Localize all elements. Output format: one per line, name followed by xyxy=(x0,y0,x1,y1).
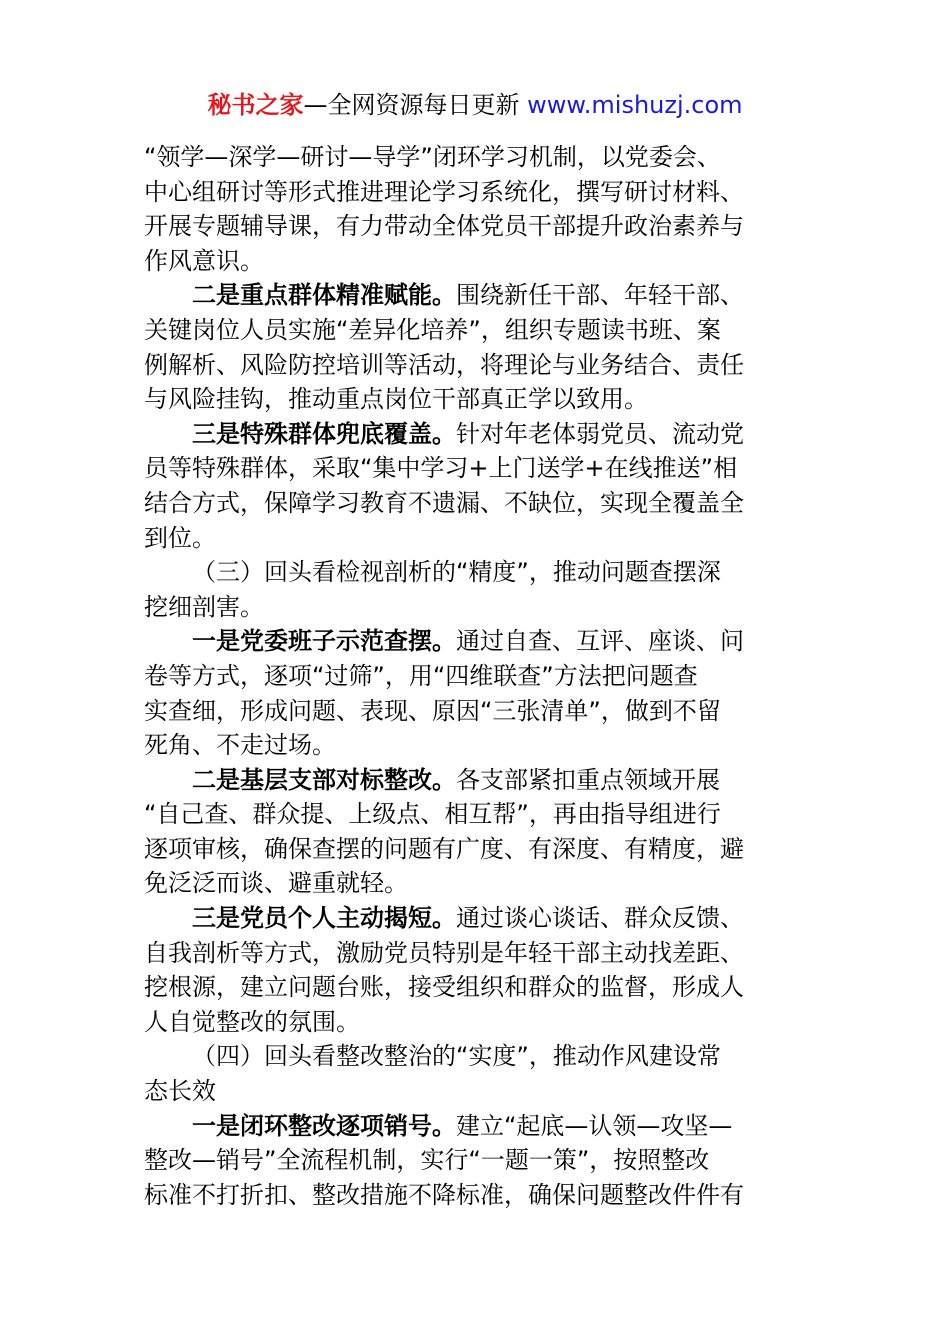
text-line xyxy=(144,1178,809,1213)
text-line xyxy=(144,763,809,798)
line-text: 整改—销号”全流程机制，实行“一题一策”，按照整改 xyxy=(144,1146,710,1175)
line-text: 标准不打折扣、整改措施不降标准，确保问题整改件件有 xyxy=(144,1180,744,1209)
text-line xyxy=(144,313,809,348)
text-line xyxy=(144,832,809,867)
text-line xyxy=(144,1074,809,1109)
line-text: 结合方式，保障学习教育不遗漏、不缺位，实现全覆盖全 xyxy=(144,488,744,517)
text-line xyxy=(144,209,809,244)
text-line xyxy=(144,624,809,659)
text-line xyxy=(144,348,809,383)
line-text: 逐项审核，确保查摆的问题有广度、有深度、有精度，避 xyxy=(144,834,744,863)
line-text: 通过谈心谈话、群众反馈、 xyxy=(456,904,744,933)
text-line xyxy=(144,1039,809,1074)
line-text: 到位。 xyxy=(144,523,216,552)
bold-lead-phrase: 一是闭环整改逐项销号。 xyxy=(192,1111,456,1140)
line-text: 实查细，形成问题、表现、原因“三张清单”，做到不留 xyxy=(144,696,721,725)
text-line xyxy=(144,970,809,1005)
line-text: 作风意识。 xyxy=(144,246,264,275)
line-text: 自我剖析等方式，激励党员特别是年轻干部主动找差距、 xyxy=(144,938,744,967)
bold-lead-phrase: 二是基层支部对标整改。 xyxy=(192,765,456,794)
line-text: 各支部紧扣重点领域开展 xyxy=(456,765,720,794)
text-line xyxy=(144,382,809,417)
text-line xyxy=(144,140,809,175)
line-text: 中心组研讨等形式推进理论学习系统化，撰写研讨材料、 xyxy=(144,177,744,206)
header-tagline: —全网资源每日更新 xyxy=(303,91,528,119)
line-text: “自己查、群众提、上级点、相互帮”，再由指导组进行 xyxy=(144,800,721,829)
line-text: 员等特殊群体，采取“集中学习+上门送学+在线推送”相 xyxy=(144,454,738,483)
line-text: 关键岗位人员实施“差异化培养”，组织专题读书班、案 xyxy=(144,315,721,344)
text-line xyxy=(144,936,809,971)
line-text: 围绕新任干部、年轻干部、 xyxy=(456,281,744,310)
line-text: 态长效 xyxy=(144,1077,216,1106)
line-text: 与风险挂钩，推动重点岗位干部真正学以致用。 xyxy=(144,385,648,414)
line-text: 死角、不走过场。 xyxy=(144,731,336,760)
line-text: 卷等方式，逐项“过筛”，用“四维联查”方法把问题查 xyxy=(144,661,698,690)
line-text: “领学—深学—研讨—导学”闭环学习机制，以党委会、 xyxy=(144,143,721,171)
text-line xyxy=(144,555,809,590)
site-url-link[interactable]: www.mishuzj.com xyxy=(527,91,743,119)
bold-lead-phrase: 三是特殊群体兜底覆盖。 xyxy=(192,419,456,448)
text-line xyxy=(144,1005,809,1040)
line-text: （四）回头看整改整治的“实度”，推动作风建设常 xyxy=(192,1042,721,1071)
text-line xyxy=(144,590,809,625)
text-line xyxy=(144,451,809,486)
line-text: 建立“起底—认领—攻坚— xyxy=(456,1111,733,1140)
line-text: 免泛泛而谈、避重就轻。 xyxy=(144,869,408,898)
page-header xyxy=(0,88,950,122)
text-line xyxy=(144,1109,809,1144)
document-body xyxy=(144,140,809,1212)
text-line xyxy=(144,901,809,936)
line-text: 通过自查、互评、座谈、问 xyxy=(456,627,744,656)
line-text: 挖细剖害。 xyxy=(144,592,264,621)
text-line xyxy=(144,521,809,556)
line-text: （三）回头看检视剖析的“精度”，推动问题查摆深 xyxy=(192,558,721,587)
bold-lead-phrase: 二是重点群体精准赋能。 xyxy=(192,281,456,310)
brand-name: 秘书之家 xyxy=(207,91,304,119)
line-text: 开展专题辅导课，有力带动全体党员干部提升政治素养与 xyxy=(144,212,744,241)
text-line xyxy=(144,175,809,210)
text-line xyxy=(144,486,809,521)
text-line xyxy=(144,278,809,313)
line-text: 针对年老体弱党员、流动党 xyxy=(456,419,744,448)
bold-lead-phrase: 一是党委班子示范查摆。 xyxy=(192,627,456,656)
text-line xyxy=(144,659,809,694)
line-text: 例解析、风险防控培训等活动，将理论与业务结合、责任 xyxy=(144,350,744,379)
text-line xyxy=(144,694,809,729)
line-text: 人自觉整改的氛围。 xyxy=(144,1007,360,1036)
text-line xyxy=(144,797,809,832)
text-line xyxy=(144,244,809,279)
text-line xyxy=(144,866,809,901)
bold-lead-phrase: 三是党员个人主动揭短。 xyxy=(192,904,456,933)
line-text: 挖根源，建立问题台账，接受组织和群众的监督，形成人 xyxy=(144,973,744,1002)
text-line xyxy=(144,728,809,763)
text-line xyxy=(144,1143,809,1178)
text-line xyxy=(144,417,809,452)
